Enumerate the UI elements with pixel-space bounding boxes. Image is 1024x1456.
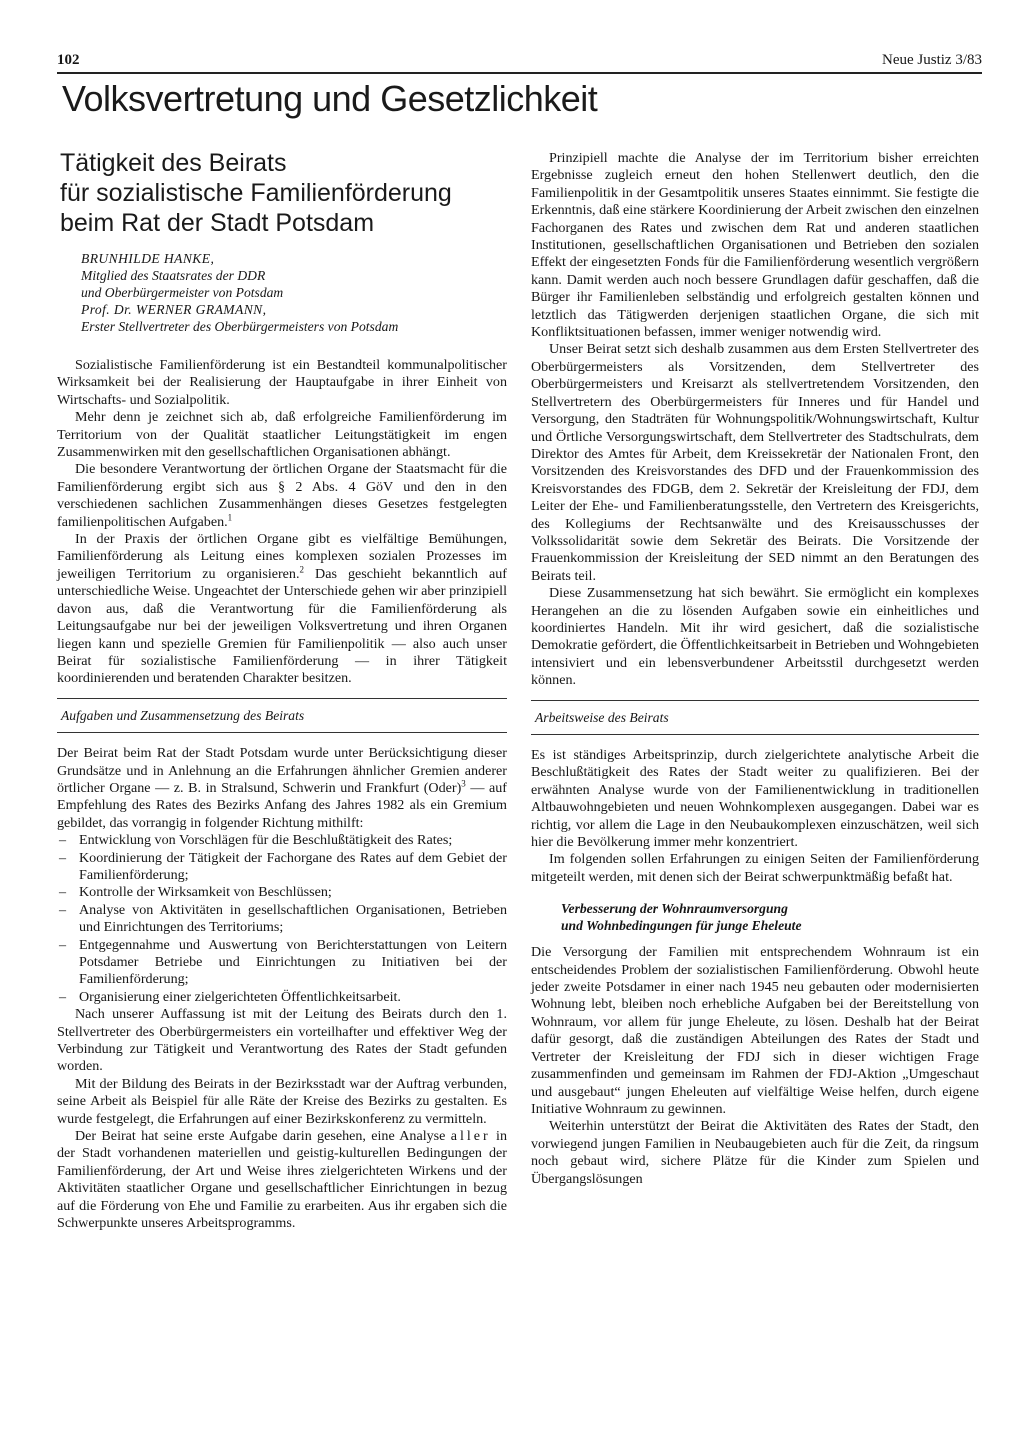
paragraph: [57, 461, 507, 531]
subheading-bold: [561, 900, 979, 934]
list-item: – Organisierung einer zielgerichteten Öffentlichkeitsarbeit.: [57, 989, 507, 1006]
paragraph: [57, 745, 507, 832]
author-role: und Oberbürgermeister von Potsdam: [81, 285, 284, 300]
paragraph: Es ist ständiges Arbeitsprinzip, durch zielgerichtete analytische Arbeit die Beschlußtätigkeit des Rates der Stadt weiter zu qualifizieren. Bei der erwähnten Analyse wurde von der Familienentwicklung in traditionellen Altbauwohngebieten und neuen Wohnkomplexen ausgegangen. Dabei war es richtig, vor allem die Lage in den Neubaukomplexen einzuschätzen, weil sich hier die Bevölkerung immer mehr konzentriert.: [531, 747, 979, 851]
paragraph: Sozialistische Familienförderung ist ein Bestandteil kommunalpolitischer Wirksamkeit bei der Realisierung der Hauptaufgabe in ihrer Einheit von Wirtschafts- und Sozialpolitik.: [57, 357, 507, 408]
author-name: Prof. Dr. WERNER GRAMANN,: [81, 302, 267, 317]
journal-issue: Neue Justiz 3/83: [882, 52, 982, 68]
page-number: 102: [57, 52, 80, 68]
subheading-line: Verbesserung der Wohnraumversorgung: [561, 901, 788, 917]
subheading: Aufgaben und Zusammensetzung des Beirats: [57, 698, 507, 733]
paragraph-text: in der Stadt vorhandenen materiellen und geistig-kulturellen Bedingungen der Familienförderung, der Art und Weise ihres zielgerichteten Wirkens und der Aktivitäten staatlicher Organe und gesellschaftlicher Einrichtungen in bezug auf die Förderung von Ehe und Familie zu erarbeiten. Aus ihr ergaben sich die Schwerpunkte unseres Arbeitsprogramms.: [57, 1128, 507, 1232]
article-title-line: beim Rat der Stadt Potsdam: [60, 209, 375, 237]
paragraph: Die Versorgung der Familien mit entsprechendem Wohnraum ist ein entscheidendes Problem der sozialistischen Familienförderung. Obwohl heute jeder zweite Potsdamer in einer nach 1945 neu gebauten oder modernisierten Wohnung lebt, bleiben noch erhebliche Aufgaben bei der Bereitstellung von Wohnraum, vor allem für junge Eheleute, zu lösen. Deshalb hat der Beirat dafür gesorgt, daß die zuständigen Abteilungen des Rates der Stadt und Vertreter der Kreisleitung der FDJ sich in dieser wichtigen Frage zusammenfinden und gemeinsam im Rahmen der FDJ-Aktion „Umgeschaut und ausgebaut“ jungen Eheleuten auf vielfältige Weise helfen, durch eigene Initiative Wohnraum zu gewinnen.: [531, 944, 979, 1117]
author-block: [81, 250, 507, 335]
subheading-line: und Wohnbedingungen für junge Eheleute: [561, 918, 802, 934]
footnote-ref: 3: [461, 778, 466, 789]
paragraph-text: In der Praxis der örtlichen Organe gibt es vielfältige Bemühungen, Familienförderung als Leitung eines komplexen sozialen Prozesses im jeweiligen Territorium zu organisieren.: [57, 531, 507, 582]
paragraph: Diese Zusammensetzung hat sich bewährt. Sie ermöglicht ein komplexes Herangehen an die zu lösenden Aufgaben sowie ein einheitliches und koordiniertes Handeln. Mit ihr wird gesichert, daß die sozialistische Demokratie gefördert, die Öffentlichkeitsarbeit in Betrieben und Wohngebieten intensiviert und ein lebensverbundener Arbeitsstil durchgesetzt werden können.: [531, 585, 979, 689]
paragraph: [57, 1128, 507, 1232]
paragraph: Nach unserer Auffassung ist mit der Leitung des Beirats durch den 1. Stellvertreter des Oberbürgermeisters ein vorteilhafter und effektiver Weg der Verbindung zur Tätigkeit und Verantwortung des Rates der Stadt gefunden worden.: [57, 1006, 507, 1075]
paragraph: Prinzipiell machte die Analyse der im Territorium bisher erreichten Ergebnisse zugleich erneut den hohen Stellenwert deutlich, den die Familienpolitik in der Gesamtpolitik unseres Staates einnimmt. Sie festigte die Erkenntnis, daß eine stärkere Koordinierung der Arbeit zwischen den einzelnen Fachorganen des Rates und zwischen dem Rat und anderen staatlichen Institutionen, gesellschaftlichen Organisationen und Betrieben den sozialen Effekt der eingesetzten Fonds für die Familienförderung wesentlich vergrößern kann. Damit werden auch noch bessere Grundlagen dafür geschaffen, daß die Bürger ihr Familienleben selbständig und erfolgreich gestalten können und letztlich das Tätigwerden derjenigen staatlichen Organe, die sich mit Konfliktsituationen befassen, immer weniger notwendig wird.: [531, 150, 979, 341]
paragraph-text: — auf Empfehlung des Rates des Bezirks Anfang des Jahres 1982 als ein Gremium gebildet, das vorrangig in folgender Richtung mithilft:: [57, 779, 507, 831]
article-title-line: für sozialistische Familienförderung: [60, 179, 452, 207]
right-column: [531, 150, 979, 1188]
header-rule: [57, 72, 982, 74]
list-item: – Entwicklung von Vorschlägen für die Beschlußtätigkeit des Rates;: [57, 832, 507, 849]
section-title: Volksvertretung und Gesetzlichkeit: [62, 78, 598, 119]
author-role: Mitglied des Staatsrates der DDR: [81, 268, 266, 283]
left-column: [57, 140, 507, 1233]
subheading: Arbeitsweise des Beirats: [531, 700, 979, 735]
paragraph: Unser Beirat setzt sich deshalb zusammen aus dem Ersten Stellvertreter des Oberbürgermeisters als Vorsitzenden, dem Stellvertreter des Oberbürgermeisters und Kreisarzt als stellvertretendem Vorsitzenden, den Stellvertretern des Oberbürgermeisters für Inneres und für Handel und Versorgung, den Stadträten für Wohnungspolitik/Wohnungswirtschaft, Kultur und Örtliche Versorgungswirtschaft, dem Stellvertreter des Stadtschulrats, dem Direktor des Amtes für Arbeit, dem Kreissekretär der Nationalen Front, den Vorsitzenden des Kreisvorstandes des DFD und der Frauenkommission des Kreisvorstandes des FDGB, dem 2. Sekretär der Kreisleitung der FDJ, dem Leiter der Ehe- und Familienberatungsstelle, den Vertretern des Kreisgerichts, des Kollegiums der Rechtsanwälte und des Kreisausschusses der Volkssolidarität sowie dem Sekretär des Beirats. Die Vorsitzende der Frauenkommission der Kreisleitung der SED nimmt an den Beratungen des Beirats teil.: [531, 341, 979, 584]
paragraph-text: Die besondere Verantwortung der örtlichen Organe der Staatsmacht für die Familienförderung ergibt sich aus § 2 Abs. 4 GöV und den in den verschiedenen sachlichen Zusammenhängen dieses Gesetzes festgelegten familienpolitischen Aufgaben.: [57, 461, 507, 530]
footnote-ref: 1: [227, 511, 233, 522]
paragraph-text: Der Beirat beim Rat der Stadt Potsdam wurde unter Berücksichtigung dieser Grundsätze und in Anlehnung an die Erfahrungen ähnlicher Gremien anderer örtlicher Organe — z. B. in Stralsund, Schwerin und Frankfurt (Oder): [57, 745, 507, 796]
article-title-line: Tätigkeit des Beirats: [60, 149, 287, 177]
author-name: BRUNHILDE HANKE,: [81, 251, 215, 266]
paragraph: Mit der Bildung des Beirats in der Bezirksstadt war der Auftrag verbunden, seine Arbeit als Beispiel für alle Räte der Kreise des Bezirks zu gestalten. Es wurde festgelegt, die Erfahrungen auf einer Bezirkskonferenz zu vermitteln.: [57, 1075, 507, 1127]
paragraph-text: Der Beirat hat seine erste Aufgabe darin gesehen, eine Analyse: [75, 1128, 451, 1145]
page-header: [57, 52, 982, 72]
spaced-word: aller: [450, 1128, 491, 1145]
paragraph: Im folgenden sollen Erfahrungen zu einigen Seiten der Familienförderung mitgeteilt werden, mit denen sich der Beirat schwerpunktmäßig befaßt hat.: [531, 851, 979, 885]
task-list: [57, 832, 507, 1006]
paragraph-text: Das geschieht bekanntlich auf unterschiedliche Weise. Ungeachtet der Unterschiede gehen wir aber prinzipiell davon aus, daß die Verantwortung für die Familienförderung als Leitungsaufgabe nur bei der jeweiligen Volksvertretung und ihren Organen liegen kann und spezielle Gremien für Familienpolitik — also auch unser Beirat für sozialistische Familienförderung — in ihrer Tätigkeit koordinierenden und beratenden Charakter besitzen.: [57, 565, 507, 687]
list-item: – Analyse von Aktivitäten in gesellschaftlichen Organisationen, Betrieben und Einrichtungen des Territoriums;: [57, 902, 507, 937]
list-item: – Entgegennahme und Auswertung von Berichterstattungen von Leitern Potsdamer Betriebe und Einrichtungen zu Initiativen bei der Familienförderung;: [57, 937, 507, 989]
paragraph: Weiterhin unterstützt der Beirat die Aktivitäten des Rates der Stadt, den vorwiegend jungen Familien in Neubaugebieten auch für die Zeit, da ringsum noch gebaut wird, sichere Plätze für die Kinder zum Spielen und Übergangslösungen: [531, 1118, 979, 1187]
author-role: Erster Stellvertreter des Oberbürgermeisters von Potsdam: [81, 319, 399, 334]
list-item: – Koordinierung der Tätigkeit der Fachorgane des Rates auf dem Gebiet der Familienförderung;: [57, 850, 507, 885]
footnote-ref: 2: [299, 564, 305, 575]
list-item: – Kontrolle der Wirksamkeit von Beschlüssen;: [57, 884, 507, 901]
paragraph: Mehr denn je zeichnet sich ab, daß erfolgreiche Familienförderung im Territorium von der Qualität staatlicher Leitungstätigkeit im engen Zusammenwirken mit den gesellschaftlichen Organisationen abhängt.: [57, 409, 507, 461]
paragraph: [57, 531, 507, 688]
article-title: [60, 148, 507, 238]
